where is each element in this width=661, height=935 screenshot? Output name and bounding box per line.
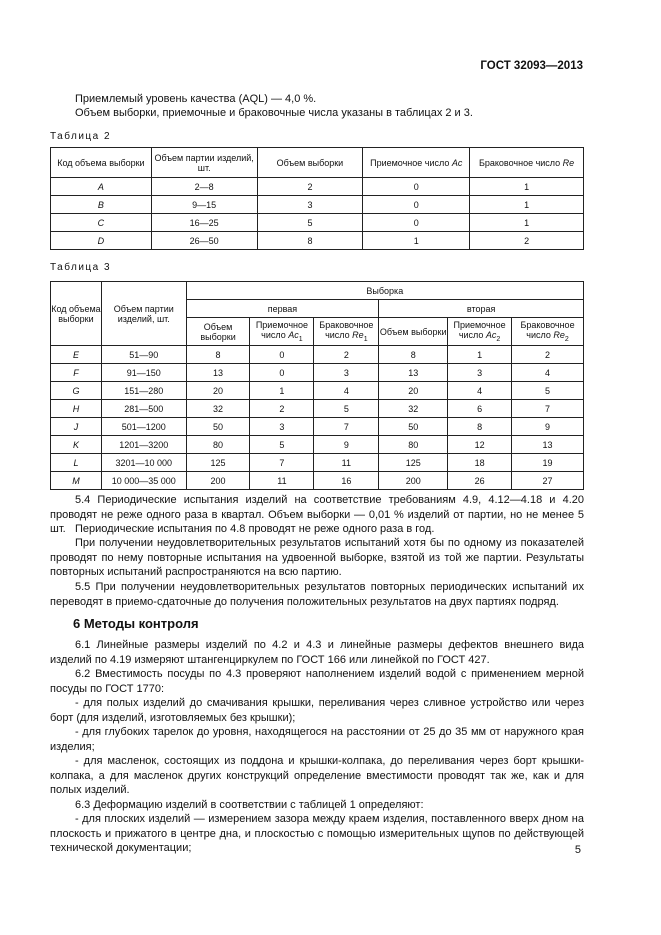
t3-cell: 11 — [250, 472, 314, 490]
t3-cell: 13 — [379, 364, 448, 382]
t3-cell: 1201—3200 — [101, 436, 186, 454]
t2-cell: 0 — [363, 196, 470, 214]
table-row — [51, 178, 584, 196]
item-6-3-1: - для плоских изделий — измерением зазора между краем изделия, поставленного вверх дном на плоскость и прижатого в центре дна, и плоскостью с помощью измерительных щупов по действующей технической документации; — [50, 813, 584, 855]
t3-header-ac2: Приемочное число $Ac_2$ — [448, 318, 512, 346]
t3-cell: 3 — [314, 364, 379, 382]
para-5-4b: Периодические испытания по 4.8 проводят не реже одного раза в год. — [75, 523, 435, 535]
intro-aql: Приемлемый уровень качества (AQL) — 4,0 %. — [75, 93, 317, 105]
t3-cell: 7 — [250, 454, 314, 472]
para-6-1: 6.1 Линейные размеры изделий по 4.2 и 4.3 и линейные размеры дефектов внешнего вида изделий по 4.19 измеряют штангенциркулем по ГОСТ 166 или линейкой по ГОСТ 427. — [50, 639, 584, 666]
table-3 — [50, 281, 584, 490]
t2-cell: A — [51, 178, 152, 196]
t3-cell: 12 — [448, 436, 512, 454]
t3-cell: 13 — [186, 364, 250, 382]
t3-cell: 10 000—35 000 — [101, 472, 186, 490]
t3-header-sample: Выборка — [186, 282, 583, 300]
t3-cell: 13 — [512, 436, 584, 454]
t3-cell: 2 — [512, 346, 584, 364]
t3-header-code: Код объема выборки — [51, 282, 102, 346]
t3-cell: 80 — [186, 436, 250, 454]
t3-cell: 200 — [186, 472, 250, 490]
para-6-3: 6.3 Деформацию изделий в соответствии с таблицей 1 определяют: — [75, 799, 424, 811]
t3-cell: 151—280 — [101, 382, 186, 400]
t2-cell: 8 — [257, 232, 363, 250]
t3-cell: 8 — [379, 346, 448, 364]
t3-cell: 20 — [186, 382, 250, 400]
t3-cell: 1 — [448, 346, 512, 364]
t3-cell: 51—90 — [101, 346, 186, 364]
table3-caption: Таблица 3 — [50, 262, 112, 273]
t3-cell: 501—1200 — [101, 418, 186, 436]
t3-cell: 50 — [186, 418, 250, 436]
item-6-2-2: - для глубоких тарелок до уровня, находящегося на расстоянии от 25 до 35 мм от наружного края изделия; — [50, 726, 584, 753]
t3-cell: F — [51, 364, 102, 382]
t3-header-first: первая — [186, 300, 379, 318]
t3-cell: M — [51, 472, 102, 490]
t3-cell: 125 — [379, 454, 448, 472]
intro-sample: Объем выборки, приемочные и браковочные числа указаны в таблицах 2 и 3. — [75, 107, 473, 119]
table-row — [51, 454, 584, 472]
table2-caption: Таблица 2 — [50, 131, 112, 142]
para-5-5: 5.5 При получении неудовлетворительных результатов повторных периодических испытаний их переводят в приемо-сдаточные до получения положительных результатов на двух партиях подряд. — [50, 581, 584, 608]
t3-cell: 91—150 — [101, 364, 186, 382]
t3-cell: 1 — [250, 382, 314, 400]
t3-cell: 3201—10 000 — [101, 454, 186, 472]
t2-cell: 0 — [363, 178, 470, 196]
t2-cell: 26—50 — [151, 232, 257, 250]
t2-header-ac: Приемочное число Ac — [363, 148, 470, 178]
t2-header-re: Браковочное число Re — [470, 148, 584, 178]
t2-cell: 5 — [257, 214, 363, 232]
t3-cell: 2 — [314, 346, 379, 364]
t3-cell: H — [51, 400, 102, 418]
t3-cell: 200 — [379, 472, 448, 490]
t3-cell: 27 — [512, 472, 584, 490]
t3-cell: E — [51, 346, 102, 364]
t2-cell: 2 — [257, 178, 363, 196]
t3-cell: 50 — [379, 418, 448, 436]
t3-cell: 19 — [512, 454, 584, 472]
t3-header-second: вторая — [379, 300, 584, 318]
t3-cell: 4 — [448, 382, 512, 400]
t3-header-lot: Объем партии изделий, шт. — [101, 282, 186, 346]
document-header: ГОСТ 32093—2013 — [480, 60, 583, 72]
t3-cell: 4 — [512, 364, 584, 382]
t3-cell: 7 — [512, 400, 584, 418]
t3-cell: 5 — [314, 400, 379, 418]
t2-cell: 1 — [470, 214, 584, 232]
t3-cell: L — [51, 454, 102, 472]
t3-cell: 9 — [512, 418, 584, 436]
section-6-title: 6 Методы контроля — [73, 616, 199, 631]
table-row — [51, 214, 584, 232]
t2-cell: 1 — [470, 178, 584, 196]
table-row — [51, 364, 584, 382]
t3-cell: 2 — [250, 400, 314, 418]
item-6-2-3: - для масленок, состоящих из поддона и крышки-колпака, до переливания через борт крышки-колпака, а для масленок других конструкций определение вместимости проводят так же, как и для полых изделий. — [50, 755, 584, 797]
table-row — [51, 418, 584, 436]
t3-cell: 5 — [512, 382, 584, 400]
t3-cell: G — [51, 382, 102, 400]
t2-cell: 2—8 — [151, 178, 257, 196]
t3-header-re2: Браковочное число $Re_2$ — [512, 318, 584, 346]
t3-cell: 6 — [448, 400, 512, 418]
t3-header-size1: Объем выборки — [186, 318, 250, 346]
t3-cell: 4 — [314, 382, 379, 400]
t3-cell: 80 — [379, 436, 448, 454]
table-row — [51, 436, 584, 454]
t2-cell: 2 — [470, 232, 584, 250]
t2-cell: 1 — [470, 196, 584, 214]
t2-cell: D — [51, 232, 152, 250]
t3-cell: J — [51, 418, 102, 436]
t3-cell: 20 — [379, 382, 448, 400]
t3-cell: 26 — [448, 472, 512, 490]
t2-cell: C — [51, 214, 152, 232]
page-number: 5 — [574, 844, 581, 856]
t3-cell: 5 — [250, 436, 314, 454]
t3-cell: 11 — [314, 454, 379, 472]
t3-cell: 281—500 — [101, 400, 186, 418]
t3-cell: 8 — [186, 346, 250, 364]
t2-cell: 16—25 — [151, 214, 257, 232]
t2-cell: 3 — [257, 196, 363, 214]
table-row — [51, 196, 584, 214]
t3-cell: 32 — [186, 400, 250, 418]
para-5-4c: При получении неудовлетворительных результатов испытаний хотя бы по одному из показателей проводят по нему повторные испытания на удвоенной выборке, взятой из той же партии. Результаты повторных испытаний распространяются на всю партию. — [50, 537, 584, 579]
t2-cell: B — [51, 196, 152, 214]
table-row — [51, 232, 584, 250]
para-5-4: 5.4 Периодические испытания изделий на соответствие требованиям 4.9, 4.12—4.18 и 4.20 проводят не реже одного раза в квартал. Объем выборки — 0,01 % изделий от партии, но не менее 5 шт. — [50, 494, 584, 536]
para-6-2: 6.2 Вместимость посуды по 4.3 проверяют наполнением изделий водой с применением мерной посуды по ГОСТ 1770: — [50, 668, 584, 695]
t3-header-re1: Браковочное число $Re_1$ — [314, 318, 379, 346]
t2-header-code: Код объема выборки — [51, 148, 152, 178]
t3-cell: 0 — [250, 364, 314, 382]
t3-header-ac1: Приемочное число $Ac_1$ — [250, 318, 314, 346]
t3-cell: 3 — [250, 418, 314, 436]
t2-cell: 1 — [363, 232, 470, 250]
table-2 — [50, 147, 584, 250]
table-row — [51, 472, 584, 490]
t3-cell: K — [51, 436, 102, 454]
t3-cell: 16 — [314, 472, 379, 490]
t2-header-sample: Объем выборки — [257, 148, 363, 178]
t2-cell: 0 — [363, 214, 470, 232]
t3-cell: 125 — [186, 454, 250, 472]
table-row — [51, 346, 584, 364]
table-row — [51, 382, 584, 400]
t3-cell: 0 — [250, 346, 314, 364]
t3-cell: 9 — [314, 436, 379, 454]
item-6-2-1: - для полых изделий до смачивания крышки, переливания через сливное устройство или через борт (для изделий, изготовляемых без крышки); — [50, 697, 584, 724]
t2-header-lot: Объем партии изделий, шт. — [151, 148, 257, 178]
t3-cell: 3 — [448, 364, 512, 382]
t3-header-size2: Объем выборки — [379, 318, 448, 346]
t3-cell: 7 — [314, 418, 379, 436]
t2-cell: 9—15 — [151, 196, 257, 214]
t3-cell: 8 — [448, 418, 512, 436]
t3-cell: 32 — [379, 400, 448, 418]
table-row — [51, 400, 584, 418]
t3-cell: 18 — [448, 454, 512, 472]
